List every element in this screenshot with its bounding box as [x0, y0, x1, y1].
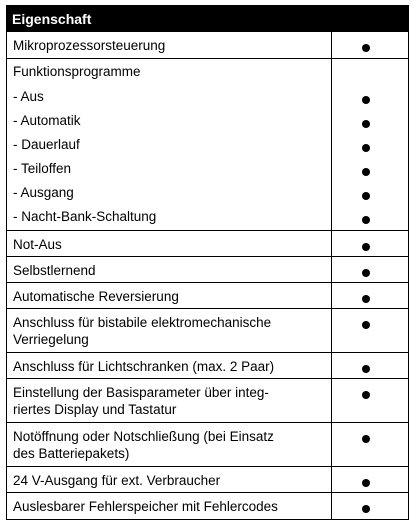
- group-text-cell: [7, 59, 332, 230]
- bullet-dot-icon: [362, 435, 370, 443]
- bullet-dot-icon: [362, 44, 370, 52]
- bullet-dot-icon: [362, 192, 370, 200]
- bullet-dot-icon: [362, 505, 370, 513]
- feature-mark-cell: [332, 379, 408, 422]
- group-title: Funktionsprogramme: [13, 64, 141, 79]
- group-mark-cell: [332, 59, 408, 230]
- feature-mark-cell: [332, 353, 408, 378]
- table-row: [7, 309, 408, 353]
- feature-mark-cell: [332, 231, 408, 256]
- feature-label: Mikroprozessorsteuerung: [7, 32, 332, 58]
- function-programs-group: [7, 59, 408, 231]
- feature-label-line: 24 V-Ausgang für ext. Verbraucher: [13, 473, 221, 488]
- feature-label: [7, 257, 332, 282]
- feature-mark-cell: [332, 283, 408, 308]
- features-table: [6, 5, 409, 520]
- bullet-dot-icon: [362, 391, 370, 399]
- table-row: [7, 283, 408, 309]
- list-item: - Ausgang: [13, 185, 74, 200]
- feature-label-line: Not-Aus: [13, 237, 62, 252]
- list-item: - Automatik: [13, 113, 81, 128]
- list-item: - Dauerlauf: [13, 137, 80, 152]
- feature-label-line: des Batteriepakets): [13, 446, 130, 461]
- feature-label: [7, 423, 332, 466]
- bullet-dot-icon: [362, 144, 370, 152]
- feature-mark-cell: [332, 309, 408, 352]
- bullet-dot-icon: [362, 120, 370, 128]
- table-row: [7, 231, 408, 257]
- feature-mark-cell: [332, 423, 408, 466]
- table-row: [7, 379, 408, 423]
- feature-label-line: Selbstlernend: [13, 263, 96, 278]
- bullet-dot-icon: [362, 479, 370, 487]
- feature-label: [7, 467, 332, 492]
- bullet-dot-icon: [362, 216, 370, 224]
- bullet-dot-icon: [362, 168, 370, 176]
- bullet-dot-icon: [362, 321, 370, 329]
- bullet-dot-icon: [362, 269, 370, 277]
- feature-label: [7, 231, 332, 256]
- table-row: [7, 32, 408, 59]
- list-item: - Nacht-Bank-Schaltung: [13, 209, 157, 224]
- feature-mark-cell: [332, 257, 408, 282]
- table-row: [7, 493, 408, 520]
- table-row: [7, 257, 408, 283]
- list-item: - Aus: [13, 89, 44, 104]
- table-row: [7, 353, 408, 379]
- table-row: [7, 467, 408, 493]
- table-row: [7, 423, 408, 467]
- feature-label-line: Einstellung der Basisparameter über integ-: [13, 385, 269, 400]
- list-item: - Teiloffen: [13, 161, 72, 176]
- table-header: Eigenschaft: [7, 6, 408, 32]
- feature-label-line: Anschluss für Lichtschranken (max. 2 Paar): [13, 359, 275, 374]
- feature-mark-cell: [332, 32, 408, 58]
- feature-label-line: Notöffnung oder Notschließung (bei Einsatz: [13, 429, 274, 444]
- feature-label: [7, 379, 332, 422]
- bullet-dot-icon: [362, 295, 370, 303]
- feature-mark-cell: [332, 467, 408, 492]
- bullet-dot-icon: [362, 243, 370, 251]
- feature-label: [7, 283, 332, 308]
- feature-label: [7, 353, 332, 378]
- feature-label-line: riertes Display und Tastatur: [13, 402, 177, 417]
- bullet-dot-icon: [362, 365, 370, 373]
- feature-label-line: Auslesbarer Fehlerspeicher mit Fehlercodes: [13, 499, 278, 514]
- bullet-dot-icon: [362, 96, 370, 104]
- feature-label-line: Anschluss für bistabile elektromechanische: [13, 315, 272, 330]
- feature-label-line: Verriegelung: [13, 332, 89, 347]
- feature-label-line: Automatische Reversierung: [13, 289, 179, 304]
- feature-label: [7, 309, 332, 352]
- feature-mark-cell: [332, 493, 408, 519]
- feature-label: [7, 493, 332, 519]
